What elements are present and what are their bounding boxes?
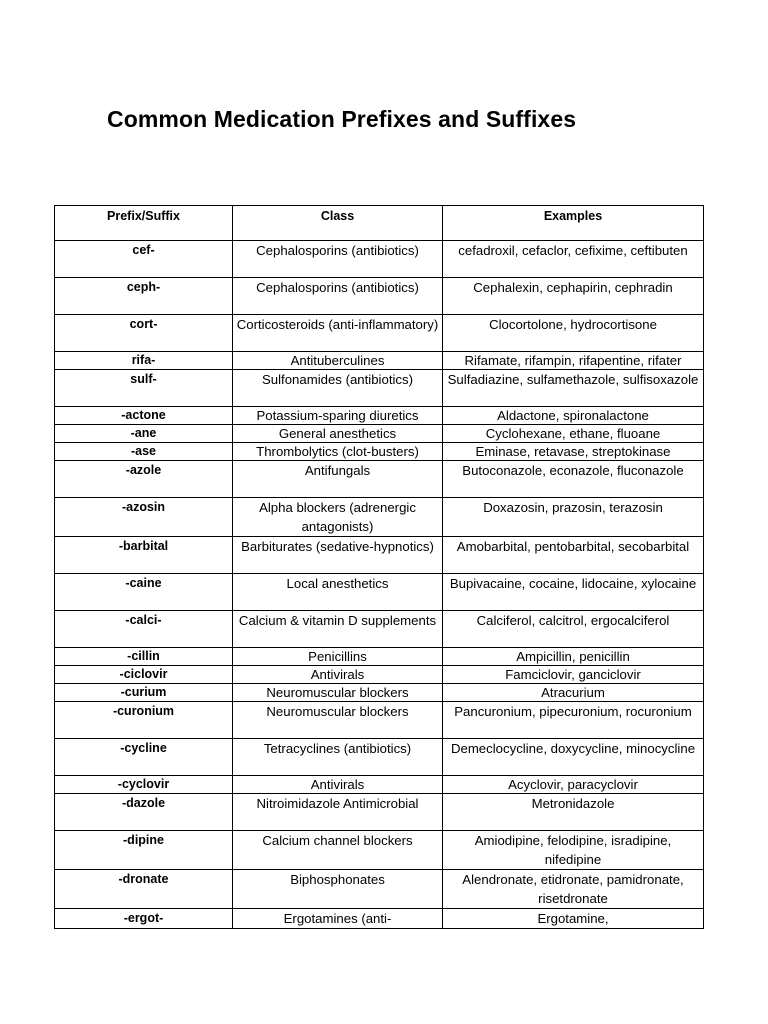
prefix-cell: -curium: [55, 684, 233, 702]
examples-cell: Eminase, retavase, streptokinase: [443, 443, 704, 461]
table-row: [55, 241, 704, 278]
table-row: [55, 425, 704, 443]
table-row: [55, 407, 704, 425]
class-cell: Local anesthetics: [233, 574, 443, 611]
table-row: [55, 370, 704, 407]
table-row: [55, 537, 704, 574]
class-cell: Neuromuscular blockers: [233, 702, 443, 739]
prefix-cell: -dronate: [55, 870, 233, 909]
examples-cell: Bupivacaine, cocaine, lidocaine, xylocaine: [443, 574, 704, 611]
examples-cell: Sulfadiazine, sulfamethazole, sulfisoxazole: [443, 370, 704, 407]
class-cell: Cephalosporins (antibiotics): [233, 278, 443, 315]
examples-cell: Famciclovir, ganciclovir: [443, 666, 704, 684]
examples-cell: Aldactone, spironalactone: [443, 407, 704, 425]
table-row: [55, 648, 704, 666]
table-header-row: [55, 206, 704, 241]
table-row: [55, 870, 704, 909]
table-row: [55, 831, 704, 870]
class-cell: Biphosphonates: [233, 870, 443, 909]
prefix-cell: -cyclovir: [55, 776, 233, 794]
prefix-cell: ceph-: [55, 278, 233, 315]
examples-cell: Alendronate, etidronate, pamidronate, risetdronate: [443, 870, 704, 909]
examples-cell: Butoconazole, econazole, fluconazole: [443, 461, 704, 498]
page-title: Common Medication Prefixes and Suffixes: [107, 106, 577, 132]
prefix-cell: cef-: [55, 241, 233, 278]
prefix-cell: -ergot-: [55, 909, 233, 929]
prefix-cell: -dipine: [55, 831, 233, 870]
examples-cell: cefadroxil, cefaclor, cefixime, ceftibuten: [443, 241, 704, 278]
prefix-cell: -dazole: [55, 794, 233, 831]
table-row: [55, 739, 704, 776]
examples-cell: Amiodipine, felodipine, isradipine, nifedipine: [443, 831, 704, 870]
prefix-cell: -ciclovir: [55, 666, 233, 684]
prefix-cell: -barbital: [55, 537, 233, 574]
header-class: Class: [233, 206, 443, 241]
table-row: [55, 666, 704, 684]
prefix-cell: -caine: [55, 574, 233, 611]
examples-cell: Rifamate, rifampin, rifapentine, rifater: [443, 352, 704, 370]
header-examples: Examples: [443, 206, 704, 241]
class-cell: Antituberculines: [233, 352, 443, 370]
table-row: [55, 611, 704, 648]
class-cell: Antivirals: [233, 666, 443, 684]
prefix-cell: -azole: [55, 461, 233, 498]
class-cell: Corticosteroids (anti-inflammatory): [233, 315, 443, 352]
examples-cell: Calciferol, calcitrol, ergocalciferol: [443, 611, 704, 648]
prefix-cell: -curonium: [55, 702, 233, 739]
class-cell: Potassium-sparing diuretics: [233, 407, 443, 425]
table-row: [55, 776, 704, 794]
table-row: [55, 443, 704, 461]
table-row: [55, 909, 704, 929]
class-cell: General anesthetics: [233, 425, 443, 443]
class-cell: Calcium & vitamin D supplements: [233, 611, 443, 648]
table-row: [55, 794, 704, 831]
medication-table: [54, 205, 704, 929]
class-cell: Antivirals: [233, 776, 443, 794]
prefix-cell: -calci-: [55, 611, 233, 648]
table-row: [55, 352, 704, 370]
examples-cell: Amobarbital, pentobarbital, secobarbital: [443, 537, 704, 574]
prefix-cell: -ase: [55, 443, 233, 461]
examples-cell: Clocortolone, hydrocortisone: [443, 315, 704, 352]
table-row: [55, 702, 704, 739]
table-body: [55, 241, 704, 929]
prefix-cell: sulf-: [55, 370, 233, 407]
prefix-cell: -azosin: [55, 498, 233, 537]
prefix-cell: cort-: [55, 315, 233, 352]
class-cell: Penicillins: [233, 648, 443, 666]
table-row: [55, 461, 704, 498]
examples-cell: Doxazosin, prazosin, terazosin: [443, 498, 704, 537]
class-cell: Calcium channel blockers: [233, 831, 443, 870]
examples-cell: Pancuronium, pipecuronium, rocuronium: [443, 702, 704, 739]
class-cell: Ergotamines (anti-: [233, 909, 443, 929]
examples-cell: Metronidazole: [443, 794, 704, 831]
class-cell: Sulfonamides (antibiotics): [233, 370, 443, 407]
examples-cell: Cyclohexane, ethane, fluoane: [443, 425, 704, 443]
table-row: [55, 278, 704, 315]
examples-cell: Acyclovir, paracyclovir: [443, 776, 704, 794]
class-cell: Alpha blockers (adrenergic antagonists): [233, 498, 443, 537]
examples-cell: Atracurium: [443, 684, 704, 702]
table-row: [55, 574, 704, 611]
table-row: [55, 498, 704, 537]
table-row: [55, 684, 704, 702]
prefix-cell: -cycline: [55, 739, 233, 776]
examples-cell: Ergotamine,: [443, 909, 704, 929]
class-cell: Barbiturates (sedative-hypnotics): [233, 537, 443, 574]
prefix-cell: rifa-: [55, 352, 233, 370]
class-cell: Antifungals: [233, 461, 443, 498]
class-cell: Tetracyclines (antibiotics): [233, 739, 443, 776]
examples-cell: Demeclocycline, doxycycline, minocycline: [443, 739, 704, 776]
examples-cell: Cephalexin, cephapirin, cephradin: [443, 278, 704, 315]
prefix-cell: -actone: [55, 407, 233, 425]
class-cell: Nitroimidazole Antimicrobial: [233, 794, 443, 831]
class-cell: Thrombolytics (clot-busters): [233, 443, 443, 461]
prefix-cell: -ane: [55, 425, 233, 443]
prefix-cell: -cillin: [55, 648, 233, 666]
class-cell: Neuromuscular blockers: [233, 684, 443, 702]
header-prefix-suffix: Prefix/Suffix: [55, 206, 233, 241]
table-row: [55, 315, 704, 352]
class-cell: Cephalosporins (antibiotics): [233, 241, 443, 278]
examples-cell: Ampicillin, penicillin: [443, 648, 704, 666]
